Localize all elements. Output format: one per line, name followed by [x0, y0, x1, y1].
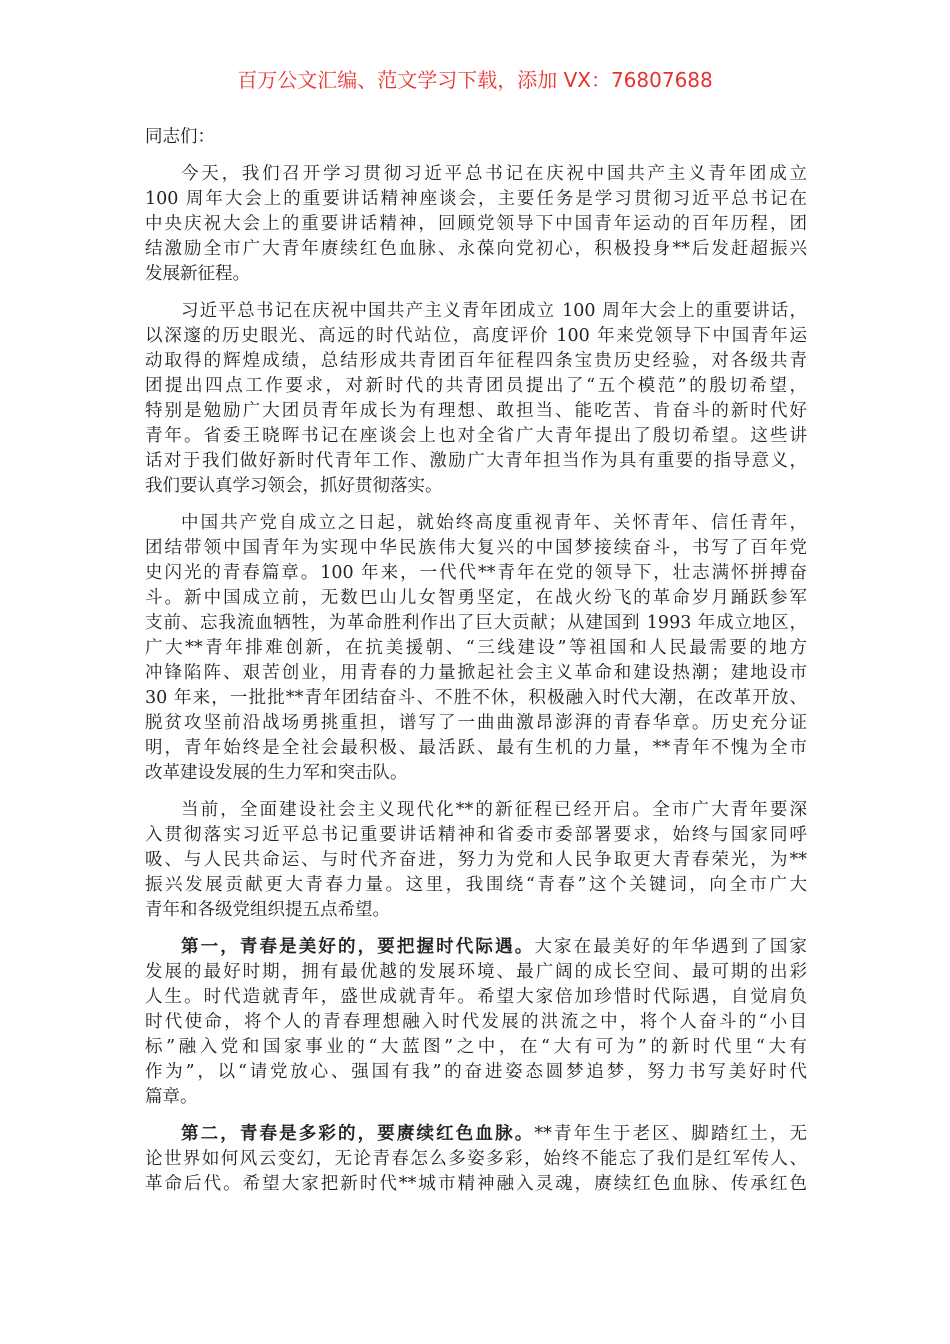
text-line — [145, 761, 807, 786]
line-text: 广大**青年排难创新，在抗美援朝、“三线建设”等祖国和人民最需要的地方 — [145, 638, 807, 658]
text-line — [145, 711, 807, 736]
line-text: 团结带领中国青年为实现中华民族伟大复兴的中国梦接续奋斗，书写了百年党 — [145, 538, 807, 558]
text-line — [145, 736, 807, 761]
line-text: 以深邃的历史眼光、高远的时代站位，高度评价 100 年来党领导下中国青年运 — [145, 326, 807, 346]
text-line — [145, 374, 807, 399]
text-line — [145, 262, 807, 287]
text-line — [145, 686, 807, 711]
line-text: 团提出四点工作要求，对新时代的共青团员提出了“五个模范”的殷切希望， — [145, 376, 807, 396]
line-text: 当前，全面建设社会主义现代化**的新征程已经开启。全市广大青年要深 — [181, 800, 807, 820]
line-text: 支前、忘我流血牺牲，为革命胜利作出了巨大贡献；从建国到 1993 年成立地区， — [145, 613, 807, 633]
line-text: 习近平总书记在庆祝中国共产主义青年团成立 100 周年大会上的重要讲话， — [181, 301, 807, 321]
salutation: 同志们： — [145, 127, 215, 147]
text-line — [145, 511, 807, 536]
text-line — [145, 561, 807, 586]
text-line — [145, 424, 807, 449]
line-text: 斗。新中国成立前，无数巴山儿女智勇坚定，在战火纷飞的革命岁月踊跃参军 — [145, 588, 807, 608]
text-line — [145, 237, 807, 262]
text-line — [145, 611, 807, 636]
paragraph — [145, 299, 807, 499]
text-line — [145, 636, 807, 661]
text-line — [145, 1172, 807, 1197]
line-text: 作为”，以“请党放心、强国有我”的奋进姿态圆梦追梦，努力书写美好时代 — [145, 1062, 807, 1082]
line-text: 100 周年大会上的重要讲话精神座谈会，主要任务是学习贯彻习近平总书记在 — [145, 189, 807, 209]
text-line — [145, 1035, 807, 1060]
line-text: 篇章。 — [145, 1087, 198, 1107]
text-line — [145, 823, 807, 848]
line-text: 革命后代。希望大家把新时代**城市精神融入灵魂，赓续红色血脉、传承红色 — [145, 1174, 807, 1194]
paragraph — [145, 798, 807, 923]
text-line — [145, 299, 807, 324]
paragraph — [145, 162, 807, 287]
line-text: 中央庆祝大会上的重要讲话精神，回顾党领导下中国青年运动的百年历程，团 — [145, 214, 807, 234]
text-line — [145, 898, 807, 923]
line-text: 标”融入党和国家事业的“大蓝图”之中，在“大有可为”的新时代里“大有 — [145, 1037, 807, 1057]
text-line — [145, 349, 807, 374]
line-text: 大家在最美好的年华遇到了国家 — [534, 937, 808, 957]
line-text: 动取得的辉煌成绩，总结形成共青团百年征程四条宝贵历史经验，对各级共青 — [145, 351, 807, 371]
line-text: 冲锋陷阵、艰苦创业，用青春的力量掀起社会主义革命和建设热潮；建地设市 — [145, 663, 807, 683]
text-line — [145, 848, 807, 873]
paragraphs — [145, 162, 807, 1197]
text-line — [145, 960, 807, 985]
line-text: **青年生于老区、脚踏红土，无 — [534, 1124, 808, 1144]
line-text: 30 年来，一批批**青年团结奋斗、不胜不休，积极融入时代大潮，在改革开放、 — [145, 688, 807, 708]
text-line — [145, 1085, 807, 1110]
text-line — [145, 399, 807, 424]
line-text: 入贯彻落实习近平总书记重要讲话精神和省委市委部署要求，始终与国家同呼 — [145, 825, 807, 845]
line-text: 结激励全市广大青年赓续红色血脉、永葆向党初心，积极投身**后发赶超振兴 — [145, 239, 807, 259]
line-text: 论世界如何风云变幻，无论青春怎么多姿多彩，始终不能忘了我们是红军传人、 — [145, 1149, 807, 1169]
text-line — [145, 985, 807, 1010]
paragraph-heading: 第二，青春是多彩的，要赓续红色血脉。 — [181, 1124, 535, 1144]
line-text: 发展新征程。 — [145, 264, 250, 284]
text-line — [145, 536, 807, 561]
text-line — [145, 1147, 807, 1172]
text-line — [145, 873, 807, 898]
line-text: 人生。时代造就青年，盛世成就青年。希望大家倍加珍惜时代际遇，自觉肩负 — [145, 987, 807, 1007]
text-line — [145, 798, 807, 823]
text-line — [145, 162, 807, 187]
line-text: 吸、与人民共命运、与时代齐奋进，努力为党和人民争取更大青春荣光，为** — [145, 850, 807, 870]
line-text: 青年和各级党组织提五点希望。 — [145, 900, 390, 920]
document-body — [145, 125, 807, 1209]
text-line — [145, 212, 807, 237]
text-line — [145, 187, 807, 212]
line-text: 今天，我们召开学习贯彻习近平总书记在庆祝中国共产主义青年团成立 — [181, 164, 807, 184]
paragraph — [145, 511, 807, 786]
line-text: 改革建设发展的生力军和突击队。 — [145, 763, 408, 783]
text-line — [145, 449, 807, 474]
line-text: 中国共产党自成立之日起，就始终高度重视青年、关怀青年、信任青年， — [181, 513, 807, 533]
watermark-banner: 百万公文汇编、范文学习下载，添加 VX：76807688 — [237, 68, 713, 92]
text-line — [145, 1060, 807, 1085]
line-text: 青年。省委王晓晖书记在座谈会上也对全省广大青年提出了殷切希望。这些讲 — [145, 426, 807, 446]
line-text: 时代使命，将个人的青春理想融入时代发展的洪流之中，将个人奋斗的“小目 — [145, 1012, 807, 1032]
line-text: 发展的最好时期，拥有最优越的发展环境、最广阔的成长空间、最可期的出彩 — [145, 962, 807, 982]
line-text: 话对于我们做好新时代青年工作、激励广大青年担当作为具有重要的指导意义， — [145, 451, 807, 471]
line-text: 明，青年始终是全社会最积极、最活跃、最有生机的力量，**青年不愧为全市 — [145, 738, 807, 758]
text-line — [145, 1122, 807, 1147]
text-line — [145, 586, 807, 611]
text-line — [145, 935, 807, 960]
line-text: 特别是勉励广大团员青年成长为有理想、敢担当、能吃苦、肯奋斗的新时代好 — [145, 401, 807, 421]
paragraph — [145, 1122, 807, 1197]
text-line — [145, 661, 807, 686]
line-text: 脱贫攻坚前沿战场勇挑重担，谱写了一曲曲激昂澎湃的青春华章。历史充分证 — [145, 713, 807, 733]
text-line — [145, 324, 807, 349]
line-text: 我们要认真学习领会，抓好贯彻落实。 — [145, 476, 443, 496]
line-text: 史闪光的青春篇章。100 年来，一代代**青年在党的领导下，壮志满怀拼搏奋 — [145, 563, 807, 583]
paragraph-heading: 第一，青春是美好的，要把握时代际遇。 — [181, 937, 535, 957]
paragraph — [145, 935, 807, 1110]
text-line — [145, 1010, 807, 1035]
line-text: 振兴发展贡献更大青春力量。这里，我围绕“青春”这个关键词，向全市广大 — [145, 875, 807, 895]
text-line — [145, 474, 807, 499]
